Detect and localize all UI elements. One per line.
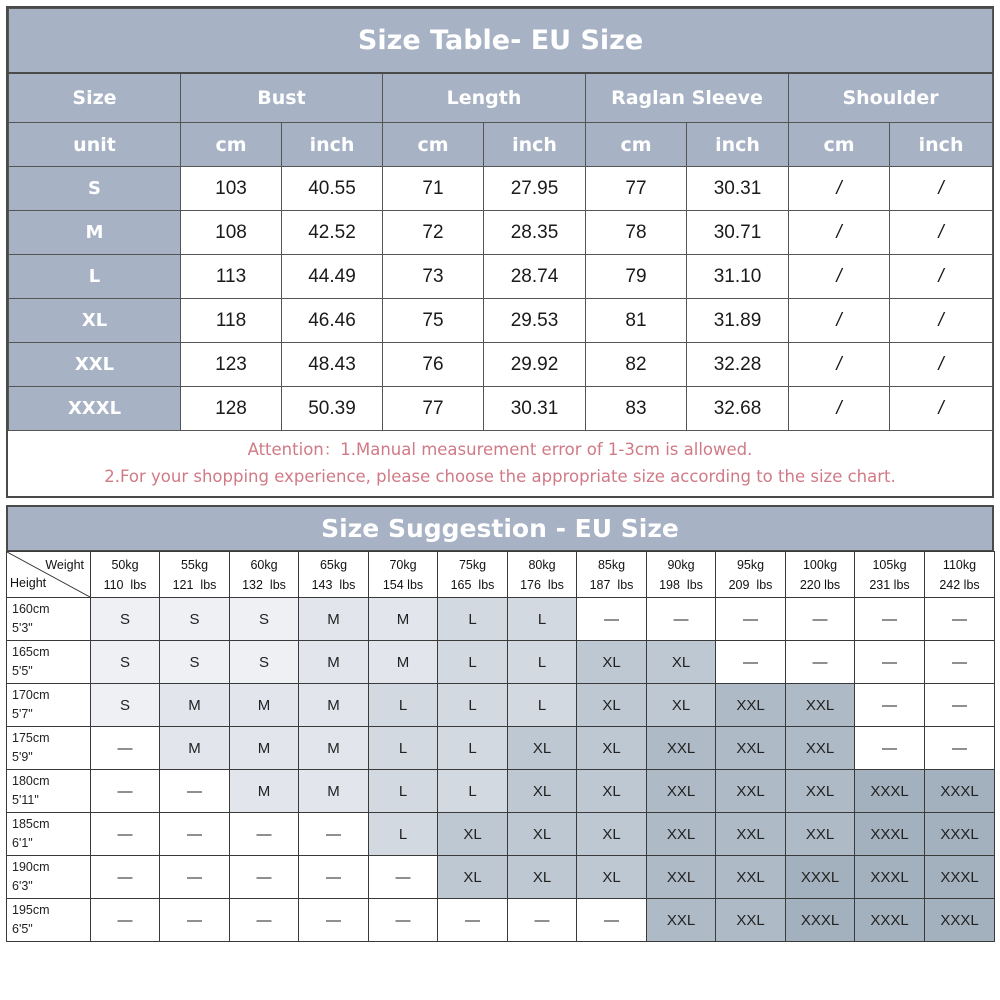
suggested-size-cell: XXL xyxy=(786,727,855,770)
measurement-cell: / xyxy=(789,387,890,431)
suggested-size-cell: — xyxy=(855,727,925,770)
suggested-size-cell: — xyxy=(647,598,716,641)
measurement-cell: / xyxy=(789,167,890,211)
suggested-size-cell: M xyxy=(299,641,369,684)
attention-notes xyxy=(8,430,992,496)
header-raglan-sleeve: Raglan Sleeve xyxy=(586,73,789,123)
weight-header-cell xyxy=(855,552,925,598)
suggested-size-cell: S xyxy=(91,684,160,727)
measurement-cell: / xyxy=(789,211,890,255)
suggested-size-cell: — xyxy=(160,813,230,856)
suggested-size-cell: M xyxy=(160,727,230,770)
height-row xyxy=(7,856,995,899)
size-row xyxy=(9,167,993,211)
measurement-cell: 78 xyxy=(586,211,687,255)
suggested-size-cell: — xyxy=(230,856,299,899)
header-length: Length xyxy=(383,73,586,123)
unit-cell: cm xyxy=(586,123,687,167)
corner-weight-label: Weight xyxy=(45,558,84,572)
weight-header-cell xyxy=(925,552,995,598)
measurement-cell: 27.95 xyxy=(484,167,586,211)
measurement-cell: 72 xyxy=(383,211,484,255)
note-line-1: Attention：1.Manual measurement error of 1-3cm is allowed. xyxy=(247,440,753,459)
suggested-size-cell: — xyxy=(91,856,160,899)
suggested-size-cell: XXL xyxy=(716,770,786,813)
weight-header-cell xyxy=(299,552,369,598)
suggested-size-cell: M xyxy=(230,727,299,770)
measurement-cell: 46.46 xyxy=(282,299,383,343)
suggested-size-cell: S xyxy=(230,641,299,684)
suggested-size-cell: XXL xyxy=(647,856,716,899)
suggested-size-cell: — xyxy=(160,770,230,813)
height-label-cell xyxy=(7,813,91,856)
weight-header-cell xyxy=(577,552,647,598)
height-row xyxy=(7,598,995,641)
measurement-cell: / xyxy=(890,299,993,343)
suggested-size-cell: XL xyxy=(508,813,577,856)
suggested-size-cell: XXXL xyxy=(855,770,925,813)
suggested-size-cell: XXL xyxy=(647,727,716,770)
weight-kg: 95kg xyxy=(736,557,765,572)
unit-cell: inch xyxy=(282,123,383,167)
suggested-size-cell: — xyxy=(369,856,438,899)
weight-lbs: 121 lbs xyxy=(172,577,217,592)
suggested-size-cell: XL xyxy=(577,856,647,899)
height-row xyxy=(7,641,995,684)
measurement-cell: 32.28 xyxy=(687,343,789,387)
height-cm: 175cm xyxy=(12,731,50,745)
height-cm: 160cm xyxy=(12,602,50,616)
weight-lbs: 242 lbs xyxy=(939,577,980,592)
suggested-size-cell: — xyxy=(230,899,299,942)
measurement-cell: 73 xyxy=(383,255,484,299)
measurement-cell: 50.39 xyxy=(282,387,383,431)
height-cm: 190cm xyxy=(12,860,50,874)
weight-header-cell xyxy=(230,552,299,598)
height-label-cell xyxy=(7,770,91,813)
suggested-size-cell: — xyxy=(925,641,995,684)
header-size: Size xyxy=(9,73,181,123)
suggested-size-cell: XL xyxy=(438,813,508,856)
suggested-size-cell: L xyxy=(438,641,508,684)
suggested-size-cell: XXL xyxy=(786,770,855,813)
size-suggestion xyxy=(6,505,994,945)
measurement-cell: 77 xyxy=(383,387,484,431)
measurement-cell: 75 xyxy=(383,299,484,343)
suggested-size-cell: — xyxy=(438,899,508,942)
suggested-size-cell: — xyxy=(230,813,299,856)
suggested-size-cell: — xyxy=(855,641,925,684)
size-label: M xyxy=(9,211,181,255)
suggested-size-cell: XXL xyxy=(647,899,716,942)
height-ft: 5'9" xyxy=(12,750,33,764)
unit-cell: cm xyxy=(181,123,282,167)
size-label: L xyxy=(9,255,181,299)
measurement-cell: 31.89 xyxy=(687,299,789,343)
suggested-size-cell: L xyxy=(438,727,508,770)
height-ft: 5'3" xyxy=(12,621,33,635)
size-label: XL xyxy=(9,299,181,343)
weight-lbs: 176 lbs xyxy=(520,577,564,592)
weight-kg: 70kg xyxy=(389,557,417,572)
suggested-size-cell: XXL xyxy=(786,813,855,856)
suggested-size-cell: M xyxy=(299,598,369,641)
suggested-size-cell: XL xyxy=(577,770,647,813)
weight-kg: 60kg xyxy=(250,557,278,572)
size-suggestion-grid xyxy=(6,551,995,942)
suggested-size-cell: M xyxy=(230,770,299,813)
height-label-cell xyxy=(7,899,91,942)
suggested-size-cell: XXXL xyxy=(925,770,995,813)
weight-header-cell xyxy=(508,552,577,598)
suggested-size-cell: S xyxy=(160,598,230,641)
suggested-size-cell: XXXL xyxy=(855,856,925,899)
weight-lbs: 132 lbs xyxy=(242,577,286,592)
measurement-cell: 30.71 xyxy=(687,211,789,255)
size-table-grid xyxy=(8,8,993,431)
size-label: XXL xyxy=(9,343,181,387)
measurement-cell: 71 xyxy=(383,167,484,211)
unit-label: unit xyxy=(9,123,181,167)
size-label: S xyxy=(9,167,181,211)
size-row xyxy=(9,387,993,431)
suggested-size-cell: L xyxy=(508,598,577,641)
measurement-cell: 113 xyxy=(181,255,282,299)
suggested-size-cell: — xyxy=(925,684,995,727)
suggested-size-cell: — xyxy=(716,641,786,684)
suggested-size-cell: — xyxy=(91,770,160,813)
suggested-size-cell: — xyxy=(577,899,647,942)
suggested-size-cell: XXL xyxy=(786,684,855,727)
height-label-cell xyxy=(7,641,91,684)
weight-kg: 105kg xyxy=(872,557,907,572)
weight-lbs: 187 lbs xyxy=(589,577,634,592)
height-cm: 195cm xyxy=(12,903,50,917)
height-cm: 185cm xyxy=(12,817,50,831)
suggested-size-cell: XL xyxy=(508,727,577,770)
suggested-size-cell: L xyxy=(369,727,438,770)
suggested-size-cell: XXL xyxy=(647,770,716,813)
measurement-cell: / xyxy=(789,299,890,343)
suggested-size-cell: L xyxy=(369,770,438,813)
height-cm: 170cm xyxy=(12,688,50,702)
suggested-size-cell: — xyxy=(91,899,160,942)
weight-lbs: 231 lbs xyxy=(869,577,910,592)
suggested-size-cell: XXXL xyxy=(855,899,925,942)
size-row xyxy=(9,255,993,299)
measurement-cell: 48.43 xyxy=(282,343,383,387)
suggested-size-cell: — xyxy=(786,598,855,641)
measurement-cell: 108 xyxy=(181,211,282,255)
measurement-cell: 128 xyxy=(181,387,282,431)
suggested-size-cell: — xyxy=(925,727,995,770)
height-ft: 5'11" xyxy=(12,793,39,807)
measurement-cell: / xyxy=(890,255,993,299)
suggested-size-cell: L xyxy=(438,684,508,727)
height-label-cell xyxy=(7,727,91,770)
suggested-size-cell: — xyxy=(91,727,160,770)
suggested-size-cell: — xyxy=(786,641,855,684)
suggested-size-cell: XL xyxy=(508,856,577,899)
height-row xyxy=(7,770,995,813)
weight-lbs: 154 lbs xyxy=(382,577,424,592)
weight-lbs: 198 lbs xyxy=(659,577,703,592)
corner-cell xyxy=(7,552,91,598)
corner-height-label: Height xyxy=(10,576,47,590)
suggested-size-cell: XXXL xyxy=(925,856,995,899)
measurement-cell: 29.53 xyxy=(484,299,586,343)
height-ft: 5'5" xyxy=(12,664,33,678)
note-line-2: 2.For your shopping experience, please choose the appropriate size according to the size chart. xyxy=(104,467,896,486)
suggested-size-cell: — xyxy=(160,856,230,899)
height-row xyxy=(7,899,995,942)
suggested-size-cell: XL xyxy=(438,856,508,899)
measurement-cell: 123 xyxy=(181,343,282,387)
weight-lbs: 143 lbs xyxy=(311,577,356,592)
suggested-size-cell: XL xyxy=(577,641,647,684)
suggested-size-cell: S xyxy=(160,641,230,684)
unit-cell: cm xyxy=(789,123,890,167)
suggested-size-cell: — xyxy=(369,899,438,942)
height-row xyxy=(7,684,995,727)
measurement-cell: 30.31 xyxy=(484,387,586,431)
measurement-cell: / xyxy=(890,211,993,255)
suggested-size-cell: L xyxy=(508,684,577,727)
unit-cell: inch xyxy=(687,123,789,167)
header-bust: Bust xyxy=(181,73,383,123)
height-label-cell xyxy=(7,684,91,727)
measurement-cell: 103 xyxy=(181,167,282,211)
height-ft: 6'3" xyxy=(12,879,33,893)
suggested-size-cell: M xyxy=(369,598,438,641)
size-label: XXXL xyxy=(9,387,181,431)
measurement-cell: / xyxy=(890,343,993,387)
suggested-size-cell: XXXL xyxy=(925,813,995,856)
suggested-size-cell: XXL xyxy=(716,856,786,899)
suggested-size-cell: XL xyxy=(508,770,577,813)
suggested-size-cell: L xyxy=(508,641,577,684)
weight-header-cell xyxy=(160,552,230,598)
suggested-size-cell: — xyxy=(716,598,786,641)
weight-lbs: 220 lbs xyxy=(799,577,841,592)
weight-header-cell xyxy=(369,552,438,598)
weight-kg: 65kg xyxy=(319,557,348,572)
suggested-size-cell: XL xyxy=(577,813,647,856)
size-table xyxy=(6,6,994,498)
weight-kg: 100kg xyxy=(802,557,838,572)
weight-kg: 85kg xyxy=(597,557,626,572)
suggested-size-cell: XXL xyxy=(716,727,786,770)
unit-cell: inch xyxy=(484,123,586,167)
weight-kg: 110kg xyxy=(942,557,977,572)
suggested-size-cell: L xyxy=(369,684,438,727)
suggested-size-cell: XXXL xyxy=(786,899,855,942)
weight-header-row xyxy=(7,552,995,598)
suggested-size-cell: XXL xyxy=(716,899,786,942)
suggested-size-cell: — xyxy=(299,856,369,899)
unit-cell: cm xyxy=(383,123,484,167)
suggested-size-cell: XXL xyxy=(716,684,786,727)
suggested-size-cell: XL xyxy=(577,727,647,770)
measurement-cell: 76 xyxy=(383,343,484,387)
header-shoulder: Shoulder xyxy=(789,73,993,123)
suggested-size-cell: — xyxy=(299,899,369,942)
suggested-size-cell: — xyxy=(160,899,230,942)
suggested-size-cell: — xyxy=(855,684,925,727)
suggested-size-cell: — xyxy=(91,813,160,856)
suggested-size-cell: — xyxy=(299,813,369,856)
height-row xyxy=(7,813,995,856)
suggested-size-cell: M xyxy=(369,641,438,684)
weight-kg: 75kg xyxy=(458,557,487,572)
measurement-cell: 118 xyxy=(181,299,282,343)
height-ft: 6'5" xyxy=(12,922,33,936)
unit-cell: inch xyxy=(890,123,993,167)
weight-lbs: 165 lbs xyxy=(450,577,495,592)
size-row xyxy=(9,343,993,387)
measurement-cell: 77 xyxy=(586,167,687,211)
weight-header-cell xyxy=(91,552,160,598)
height-cm: 165cm xyxy=(12,645,50,659)
measurement-cell: 32.68 xyxy=(687,387,789,431)
suggested-size-cell: XL xyxy=(577,684,647,727)
weight-lbs: 110 lbs xyxy=(103,577,147,592)
suggested-size-cell: XL xyxy=(647,641,716,684)
height-label-cell xyxy=(7,598,91,641)
weight-kg: 80kg xyxy=(528,557,556,572)
height-row xyxy=(7,727,995,770)
measurement-cell: 28.74 xyxy=(484,255,586,299)
unit-row xyxy=(9,123,993,167)
size-suggestion-title: Size Suggestion - EU Size xyxy=(6,505,994,551)
weight-header-cell xyxy=(438,552,508,598)
height-label-cell xyxy=(7,856,91,899)
suggested-size-cell: XXL xyxy=(647,813,716,856)
measurement-cell: / xyxy=(789,343,890,387)
measurement-cell: 29.92 xyxy=(484,343,586,387)
suggested-size-cell: L xyxy=(369,813,438,856)
suggested-size-cell: XXXL xyxy=(855,813,925,856)
measurement-cell: 44.49 xyxy=(282,255,383,299)
weight-header-cell xyxy=(786,552,855,598)
measurement-cell: / xyxy=(789,255,890,299)
suggested-size-cell: S xyxy=(91,598,160,641)
suggested-size-cell: L xyxy=(438,598,508,641)
suggested-size-cell: M xyxy=(160,684,230,727)
suggested-size-cell: — xyxy=(508,899,577,942)
measurement-cell: 30.31 xyxy=(687,167,789,211)
suggested-size-cell: M xyxy=(230,684,299,727)
suggested-size-cell: M xyxy=(299,770,369,813)
suggested-size-cell: S xyxy=(230,598,299,641)
suggested-size-cell: — xyxy=(855,598,925,641)
measurement-cell: 40.55 xyxy=(282,167,383,211)
size-table-title: Size Table- EU Size xyxy=(9,9,993,73)
suggested-size-cell: XL xyxy=(647,684,716,727)
height-ft: 6'1" xyxy=(12,836,33,850)
weight-lbs: 209 lbs xyxy=(728,577,773,592)
suggested-size-cell: M xyxy=(299,727,369,770)
size-row xyxy=(9,299,993,343)
height-ft: 5'7" xyxy=(12,707,33,721)
suggested-size-cell: XXXL xyxy=(925,899,995,942)
weight-header-cell xyxy=(647,552,716,598)
size-row xyxy=(9,211,993,255)
suggested-size-cell: XXXL xyxy=(786,856,855,899)
suggested-size-cell: — xyxy=(577,598,647,641)
weight-kg: 90kg xyxy=(667,557,695,572)
measurement-cell: / xyxy=(890,387,993,431)
weight-kg: 55kg xyxy=(180,557,209,572)
measurement-cell: 31.10 xyxy=(687,255,789,299)
measurement-cell: / xyxy=(890,167,993,211)
weight-kg: 50kg xyxy=(111,557,139,572)
suggested-size-cell: S xyxy=(91,641,160,684)
measurement-cell: 79 xyxy=(586,255,687,299)
height-cm: 180cm xyxy=(12,774,50,788)
measurement-cell: 42.52 xyxy=(282,211,383,255)
suggested-size-cell: XXL xyxy=(716,813,786,856)
suggested-size-cell: L xyxy=(438,770,508,813)
suggested-size-cell: M xyxy=(299,684,369,727)
weight-header-cell xyxy=(716,552,786,598)
measurement-cell: 83 xyxy=(586,387,687,431)
suggested-size-cell: — xyxy=(925,598,995,641)
measurement-cell: 81 xyxy=(586,299,687,343)
measurement-cell: 82 xyxy=(586,343,687,387)
measurement-cell: 28.35 xyxy=(484,211,586,255)
